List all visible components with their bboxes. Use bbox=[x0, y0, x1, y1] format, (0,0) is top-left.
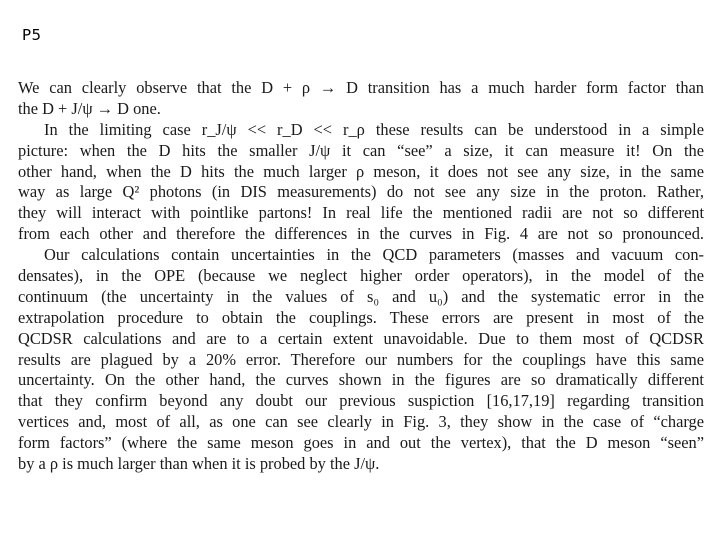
text-line: Our calculations contain uncertainties in the QCD parameters (masses and vacuum con- bbox=[44, 245, 704, 265]
text-line: densates), in the OPE (because we neglect higher order operators), in the model of the bbox=[18, 266, 704, 286]
text-line: the D + J/ψ → D one. bbox=[18, 98, 161, 118]
text-line: from each other and therefore the differences in the curves in Fig. 4 are not so pronounced. bbox=[18, 224, 704, 244]
text-line: that they confirm beyond any doubt our previous suspiction [16,17,19] regarding transition bbox=[18, 391, 704, 411]
slide-label: P5 bbox=[22, 26, 42, 44]
paper-excerpt bbox=[18, 78, 704, 475]
text-line: We can clearly observe that the D + ρ → D transition has a much harder form factor than bbox=[18, 78, 704, 97]
text-line: by a ρ is much larger than when it is probed by the J/ψ. bbox=[18, 454, 380, 474]
text-line: results are plagued by a 20% error. Therefore our numbers for the couplings have this same bbox=[18, 349, 704, 369]
text-line: other hand, when the D hits the much larger ρ meson, it does not see any size, in the same bbox=[18, 161, 704, 181]
text-line: they will interact with pointlike partons! In real life the mentioned radii are not so different bbox=[18, 203, 704, 223]
text-line: way as large Q² photons (in DIS measurements) do not see any size in the proton. Rather, bbox=[18, 182, 704, 202]
text-line: continuum (the uncertainty in the values of s₀ and u₀) and the systematic error in the bbox=[18, 286, 704, 306]
text-line: uncertainty. On the other hand, the curves shown in the figures are so dramatically different bbox=[18, 370, 704, 390]
text-line: In the limiting case r_J/ψ << r_D << r_ρ these results can be understood in a simple bbox=[44, 119, 704, 139]
text-line: picture: when the D hits the smaller J/ψ it can “see” a size, it can measure it! On the bbox=[18, 140, 704, 160]
text-line: vertices and, most of all, as one can see clearly in Fig. 3, they show in the case of “charge bbox=[18, 412, 704, 432]
text-line: form factors” (where the same meson goes in and out the vertex), that the D meson “seen” bbox=[18, 433, 704, 453]
text-line: extrapolation procedure to obtain the couplings. These errors are present in most of the bbox=[18, 307, 704, 327]
text-line: QCDSR calculations and are to a certain extent unavoidable. Due to them most of QCDSR bbox=[18, 328, 704, 348]
